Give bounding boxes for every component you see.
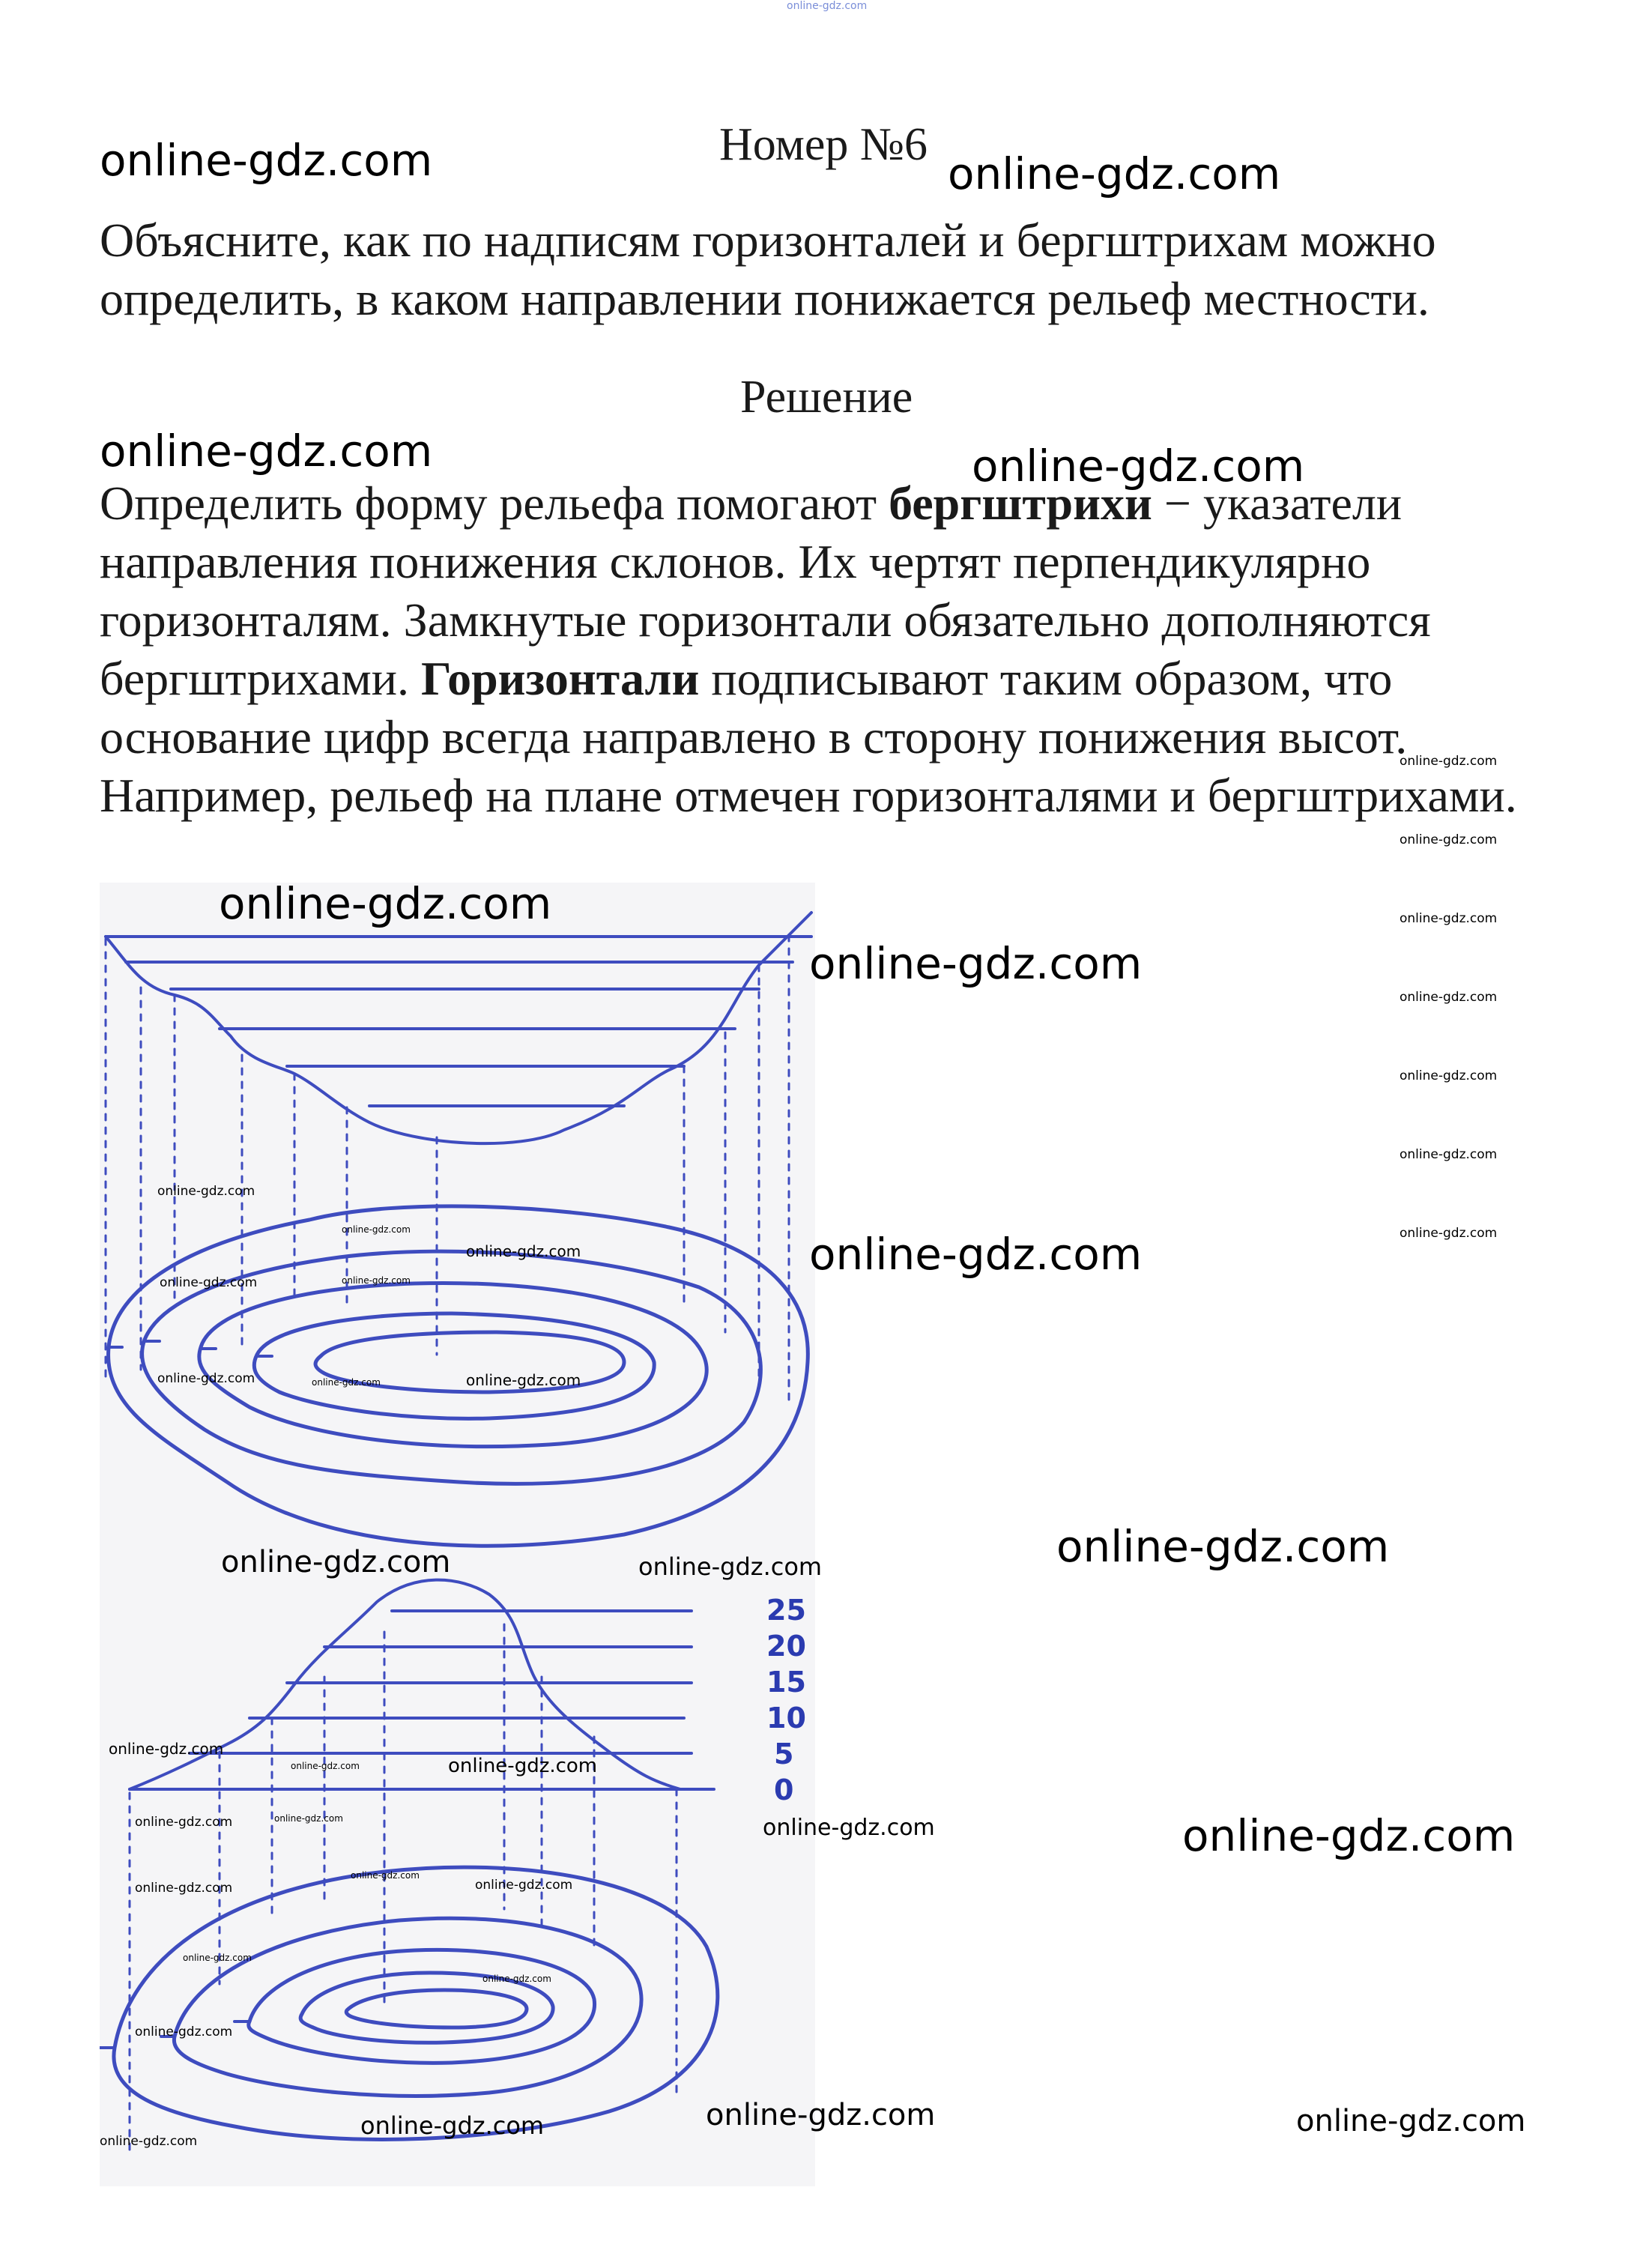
- watermark: online-gdz.com: [109, 1740, 224, 1758]
- question-text: Объясните, как по надписям горизонталей и бергштрихам можно определить, в каком направлении понижается рельеф местности.: [100, 214, 1436, 325]
- elevation-label-15: 15: [766, 1666, 806, 1699]
- watermark: online-gdz.com: [157, 1184, 255, 1199]
- answer-part-3: подписывают таким образом, что основание цифр всегда направлено в сторону понижения высот. Например, рельеф на плане отмечен горизонталями и бергштрихами.: [100, 652, 1517, 822]
- watermark: online-gdz.com: [1400, 1068, 1498, 1083]
- watermark: online-gdz.com: [291, 1761, 360, 1771]
- watermark: online-gdz.com: [1400, 911, 1498, 926]
- watermark: online-gdz.com: [100, 135, 433, 186]
- watermark: online-gdz.com: [1296, 2104, 1526, 2138]
- page-title: Номер №6: [719, 119, 928, 170]
- watermark: online-gdz.com: [809, 1229, 1143, 1280]
- watermark: online-gdz.com: [135, 2024, 233, 2039]
- watermark: online-gdz.com: [274, 1813, 343, 1824]
- watermark: online-gdz.com: [706, 2098, 936, 2132]
- watermark: online-gdz.com: [638, 1552, 823, 1581]
- answer-text: [100, 474, 1523, 825]
- watermark: online-gdz.com: [157, 1371, 255, 1386]
- term-gorizontali: Горизонтали: [420, 652, 700, 705]
- berg-strokes-top: [109, 1341, 272, 1356]
- watermark: online-gdz.com: [312, 1377, 381, 1388]
- elevation-label-0: 0: [774, 1773, 794, 1806]
- watermark: online-gdz.com: [342, 1224, 411, 1235]
- watermark: online-gdz.com: [1400, 1147, 1498, 1162]
- hill-contours: [114, 1867, 718, 2139]
- term-bergshtrikhi: бергштрихи: [889, 477, 1152, 530]
- watermark: online-gdz.com: [1400, 1226, 1498, 1241]
- watermark: online-gdz.com: [135, 1815, 233, 1830]
- watermark: online-gdz.com: [466, 1371, 581, 1389]
- answer-part-2: − указатели направления понижения склонов. Их чертят перпендикулярно горизонталям. Замкнутые горизонтали обязательно дополняются бергштрихами.: [100, 477, 1431, 705]
- elevation-label-5: 5: [774, 1738, 794, 1770]
- watermark: online-gdz.com: [351, 1870, 420, 1881]
- watermark: online-gdz.com: [135, 1881, 233, 1896]
- watermark: online-gdz.com: [466, 1242, 581, 1260]
- watermark: online-gdz.com: [482, 1974, 551, 1984]
- watermark: online-gdz.com: [948, 148, 1281, 199]
- relief-diagram: [100, 883, 815, 2186]
- watermark: online-gdz.com: [475, 1878, 573, 1893]
- answer-part-1: Определить форму рельефа помогают: [100, 477, 889, 530]
- watermark: online-gdz.com: [183, 1953, 252, 1963]
- solution-heading: Решение: [740, 372, 913, 423]
- watermark: online-gdz.com: [1182, 1810, 1516, 1861]
- watermark: online-gdz.com: [160, 1275, 258, 1290]
- watermark: online-gdz.com: [219, 878, 552, 929]
- watermark: online-gdz.com: [221, 1545, 451, 1579]
- watermark: online-gdz.com: [448, 1755, 598, 1777]
- hill-profile: [130, 1580, 714, 1789]
- watermark: online-gdz.com: [809, 938, 1143, 989]
- relief-figure: [100, 883, 815, 2186]
- watermark: online-gdz.com: [100, 2134, 198, 2149]
- top-watermark: online-gdz.com: [787, 0, 868, 12]
- depression-profile: [106, 913, 811, 1143]
- watermark: online-gdz.com: [763, 1815, 935, 1841]
- elevation-label-10: 10: [766, 1702, 806, 1735]
- watermark: online-gdz.com: [360, 2111, 545, 2140]
- watermark: online-gdz.com: [100, 426, 433, 477]
- watermark: online-gdz.com: [1056, 1521, 1390, 1572]
- watermark: online-gdz.com: [1400, 990, 1498, 1005]
- watermark: online-gdz.com: [1400, 832, 1498, 847]
- elevation-label-25: 25: [766, 1594, 806, 1627]
- elevation-label-20: 20: [766, 1630, 806, 1663]
- watermark: online-gdz.com: [1400, 754, 1498, 769]
- watermark: online-gdz.com: [972, 441, 1305, 492]
- watermark: online-gdz.com: [342, 1275, 411, 1286]
